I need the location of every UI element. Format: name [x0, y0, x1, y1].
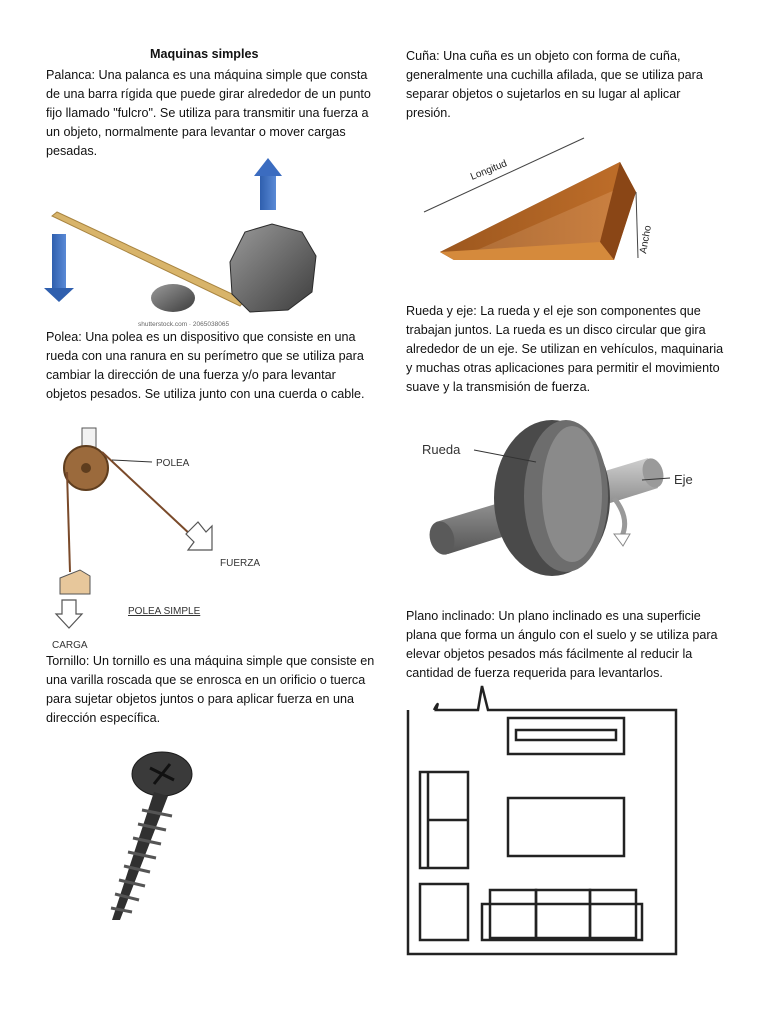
load-arrow-icon: [56, 600, 82, 628]
page-title: Maquinas simples: [150, 47, 259, 61]
plano-text: Plano inclinado: Un plano inclinado es una superficie plana que forma un ángulo con el suelo y se utiliza para elevar objetos pesados más fácilmente al reducir la cantidad de fuerza requerida para levantarlos.: [406, 609, 718, 680]
boulder-icon: [230, 224, 316, 312]
tv-icon: [516, 730, 616, 740]
lever-figure: [40, 152, 330, 330]
tornillo-text: Tornillo: Un tornillo es una máquina simple que consiste en una varilla roscada que se enrosca en un orificio o tuerca para sujetar objetos juntos o para aplicar fuerza en una dirección específica.: [46, 654, 375, 725]
axle-label: Eje: [674, 472, 693, 487]
section-palanca: [46, 66, 376, 161]
wheel-axle-figure: [418, 418, 708, 586]
lever-bar-icon: [52, 212, 245, 306]
width-dimension-line: [636, 192, 638, 258]
lever-watermark: shutterstock.com · 2065038065: [138, 321, 230, 328]
floor-plan-figure: [404, 680, 684, 960]
load-label: CARGA: [52, 640, 88, 651]
pulley-caption: POLEA SIMPLE: [128, 606, 201, 617]
arrow-up-icon: [254, 158, 282, 210]
force-arrow-icon: [186, 522, 212, 550]
coffee-table-icon: [508, 798, 624, 856]
rueda-text: Rueda y eje: La rueda y el eje son componentes que trabajan juntos. La rueda es un disco circular que gira alrededor de un eje. Se utilizan en vehículos, maquinaria y muchas otras aplicaciones para permitir el movimiento suave y la transmisión de fuerza.: [406, 304, 724, 394]
section-polea: [46, 328, 376, 404]
width-label: Ancho: [638, 224, 654, 255]
palanca-text: Palanca: Una palanca es una máquina simple que consta de una barra rígida que puede girar alrededor de un punto fijo llamado "fulcro". Se utiliza para transmitir una fuerza a un objeto, normalmente para levantar o mover cargas pesadas.: [46, 68, 371, 158]
polea-text: Polea: Una polea es un dispositivo que consiste en una rueda con una ranura en su perímetro que se utiliza para cambiar la dirección de una fuerza y/o para levantar objetos pesados. Se utiliza junto con una cuerda o cable.: [46, 330, 365, 401]
section-tornillo: [46, 652, 376, 728]
wheel-label: Rueda: [422, 442, 461, 457]
section-rueda: [406, 302, 728, 397]
rotation-arrow-icon: [614, 498, 625, 536]
bottom-sofa-icon: [482, 904, 642, 940]
wedge-figure: [414, 130, 654, 280]
pulley-figure: [42, 422, 282, 652]
arrow-down-icon: [44, 234, 74, 302]
screw-figure: [100, 744, 210, 928]
section-plano: [406, 607, 728, 683]
fulcrum-rock-icon: [151, 284, 195, 312]
length-label: Longitud: [469, 158, 509, 183]
armchair-icon: [420, 884, 468, 940]
cuna-text: Cuña: Una cuña es un objeto con forma de cuña, generalmente una cuchilla afilada, que se utiliza para separar objetos o sujetarlos en su lugar al aplicar presión.: [406, 49, 703, 120]
wheel-icon: [494, 420, 610, 576]
section-cuna: [406, 47, 726, 123]
tv-cabinet-icon: [508, 718, 624, 754]
load-box-icon: [60, 570, 90, 594]
pulley-label: POLEA: [156, 458, 190, 469]
force-label: FUERZA: [220, 558, 260, 569]
